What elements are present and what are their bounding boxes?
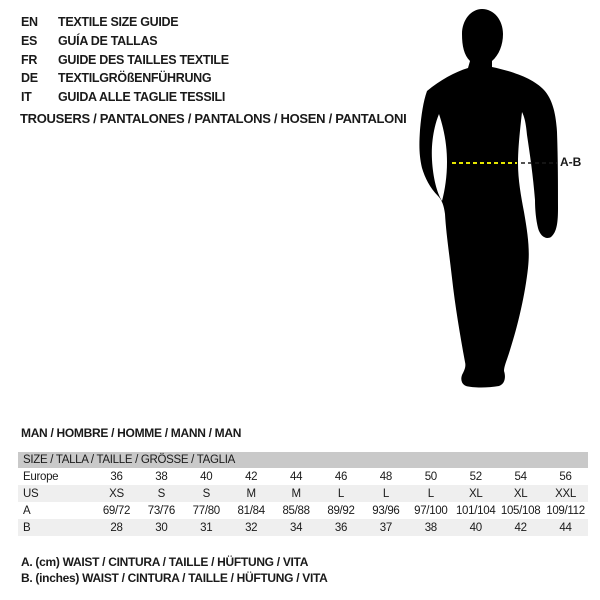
language-code: IT	[21, 90, 32, 105]
table-cell: 38	[424, 521, 437, 534]
table-cell: 31	[200, 521, 213, 534]
language-row	[21, 69, 229, 88]
table-cell: 81/84	[237, 504, 265, 517]
language-code: EN	[21, 15, 38, 29]
language-code: FR	[21, 52, 38, 67]
table-cell: 50	[424, 470, 437, 483]
table-cell: 34	[289, 521, 303, 534]
language-row	[21, 13, 229, 32]
table-cell: 105/108	[500, 504, 541, 517]
size-table-header-row	[18, 452, 588, 468]
table-cell: S	[202, 487, 210, 500]
table-cell: 85/88	[282, 504, 310, 517]
language-label: TEXTILE SIZE GUIDE	[58, 15, 179, 29]
garment-type-title: TROUSERS / PANTALONES / PANTALONS / HOSEN / PANTALONI	[20, 111, 407, 126]
table-cell: 38	[155, 470, 168, 483]
table-cell: 46	[334, 470, 348, 483]
table-cell: 40	[200, 470, 213, 483]
table-cell: XS	[109, 487, 124, 500]
table-row	[18, 468, 588, 485]
table-cell: 42	[245, 470, 258, 483]
table-cell: 54	[514, 470, 527, 483]
language-code: ES	[21, 33, 38, 48]
language-label: GUIDE DES TAILLES TEXTILE	[58, 52, 229, 67]
table-cell: 30	[155, 521, 168, 534]
table-cell: S	[157, 487, 166, 500]
table-cell: XL	[468, 487, 483, 500]
row-label: B	[23, 521, 31, 534]
table-cell: 32	[245, 521, 258, 534]
row-label: US	[23, 487, 39, 500]
language-label: GUIDA ALLE TAGLIE TESSILI	[58, 90, 226, 105]
table-cell: 97/100	[414, 504, 448, 517]
table-row	[18, 502, 588, 519]
size-table	[18, 452, 588, 536]
table-cell: 37	[379, 521, 392, 534]
table-cell: 48	[379, 470, 392, 483]
table-cell: 36	[334, 521, 348, 534]
man-silhouette-icon	[400, 0, 600, 400]
table-row	[18, 485, 588, 502]
footnote-waist-inches: B. (inches) WAIST / CINTURA / TAILLE / HÜFTUNG / VITA	[21, 571, 328, 585]
language-label: TEXTILGRÖßENFÜHRUNG	[58, 71, 212, 86]
table-cell: 40	[469, 521, 482, 534]
table-cell: 73/76	[147, 504, 175, 517]
row-label: A	[23, 504, 31, 517]
table-cell: M	[246, 487, 256, 500]
language-row	[21, 32, 229, 51]
waist-marker-label: A-B	[560, 155, 582, 169]
table-cell: 36	[110, 470, 123, 483]
man-silhouette-figure	[400, 0, 600, 400]
table-cell: 89/92	[327, 504, 355, 517]
silhouette-body-path	[419, 9, 558, 388]
table-cell: 44	[559, 521, 572, 534]
table-cell: XXL	[555, 487, 576, 500]
table-cell: 93/96	[372, 504, 400, 517]
table-cell: L	[427, 487, 434, 500]
table-cell: M	[291, 487, 301, 500]
table-cell: 77/80	[192, 504, 220, 517]
table-row	[18, 519, 588, 536]
table-cell: 42	[514, 521, 527, 534]
table-cell: 69/72	[102, 504, 131, 517]
footnote-waist-cm: A. (cm) WAIST / CINTURA / TAILLE / HÜFTUNG / VITA	[21, 555, 309, 569]
language-label: GUÍA DE TALLAS	[58, 33, 158, 48]
language-list	[21, 13, 229, 107]
language-row	[21, 88, 229, 107]
measurement-footnotes	[21, 554, 328, 586]
table-cell: 101/104	[455, 504, 496, 517]
table-cell: L	[337, 487, 345, 500]
table-cell: 28	[110, 521, 123, 534]
table-cell: 44	[289, 470, 303, 483]
table-cell: XL	[513, 487, 528, 500]
table-cell: 52	[469, 470, 482, 483]
size-table-header: SIZE / TALLA / TAILLE / GRÖSSE / TAGLIA	[18, 452, 588, 468]
table-cell: 109/112	[546, 504, 585, 517]
size-table-body	[18, 468, 588, 536]
gender-section-title: MAN / HOMBRE / HOMME / MANN / MAN	[21, 426, 242, 440]
language-code: DE	[21, 71, 38, 86]
table-cell: L	[382, 487, 389, 500]
language-row	[21, 51, 229, 70]
arm-body-gap-right	[526, 150, 529, 212]
row-label: Europe	[23, 470, 59, 483]
table-cell: 56	[559, 470, 572, 483]
